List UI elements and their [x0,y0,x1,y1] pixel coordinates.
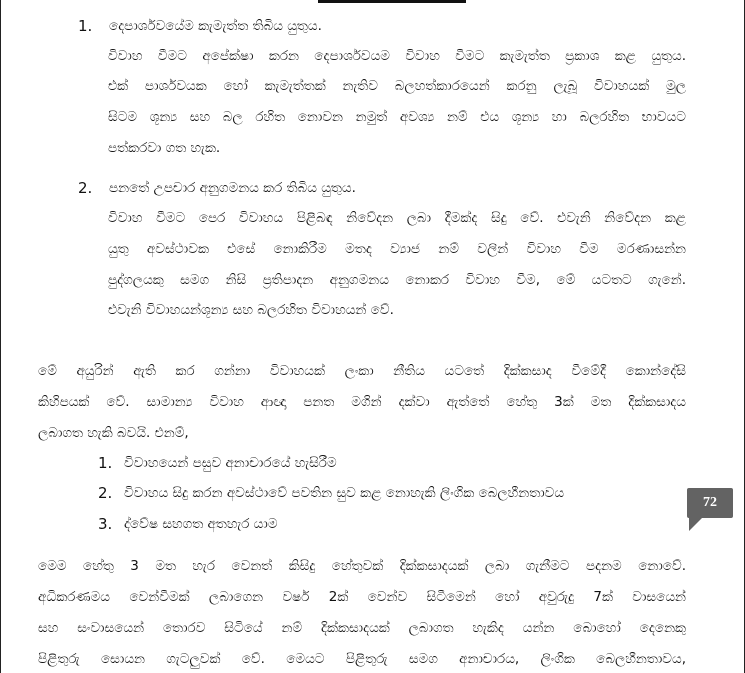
paragraph2-line4: පිළිතුරු සොයන ගැටලුවක් වේ. මෙයට පිළිතුරු සමග අනාචාරය, ලිංගික බෙලහීනතාවය, [38,651,686,667]
list1-item1-line4: පත්කරවා ගත හැක. [108,140,221,156]
list1-item2-line2: යුතු අවස්ථාවක එසේ නොකිරීම මතද ව්‍යාජ නම් වලින් විවාහ වීම මරණාසන්න [108,241,686,257]
page-number-badge [687,488,733,518]
list1-item2-line3: පුද්ගලයකු සමග නිසි ප්‍රතිපාදන අනුගමනය නොකර විවාහ වීම, මේ යටතට ගැනේ. [108,272,686,288]
list1-item1-line3: සිටම ශූන්‍ය සහ බල රහිත නොවන නමුත් අවශ්‍ය නම් එය ශූන්‍ය හා බලරහිත භාවයට [108,109,686,125]
paragraph2-line1: මෙම හේතු 3 මත හැර වෙනත් කිසිදු හේතුවක් දික්කසාදයක් ලබා ගැනීමට පදනම නොවේ. [38,558,686,574]
paragraph2-line2: අධිකරණමය වෙන්වීමක් ලබාගෙන වර්ෂ 2ක් වෙන්ව සිටීමෙන් හෝ අවුරුදු 7ක් වාසයෙන් [38,589,686,605]
list1-item1-line1: විවාහ වීමට අපේක්ෂා කරන දෙපාර්ශවයම විවාහ වීමට කැමැත්ත ප්‍රකාශ කළ යුතුය. [108,48,686,64]
paragraph2-line3: සහ සංවාසයෙන් තොරව සිටියේ නම් දික්කසාදයක් ලබාගත හැකිද යන්න බොහෝ දෙනෙකු [38,620,686,636]
list1-item2-number: 2. [78,179,93,197]
paragraph1-line1: මේ අයුරින් ඇති කර ගන්නා විවාහයක් ලංකා නීතිය යටතේ දික්කසාද වීමේදී කොන්දේසි [38,363,686,379]
list1-item1-number: 1. [78,17,93,35]
list2-item1-text: විවාහයෙන් පසුව අනාචාරයේ හැසිරීම [124,455,337,471]
top-rule [318,0,466,3]
page-number-text: 72 [703,495,717,510]
list1-item2-line4: එවැනි විවාහයන්ශූන්‍ය සහ බලරහිත විවාහයන් වේ. [108,302,394,318]
paragraph1-line3: ලබාගත හැකි බවයි. එනම්, [38,425,189,441]
list2-item1-number: 1. [98,454,113,472]
paragraph1-line2: කිහිපයක් වේ. සාමාන්‍ය විවාහ ආඥා පනත මගින් දක්වා ඇත්තේ හේතු 3ක් මත දික්කසාදය [38,394,686,410]
list1-item1-heading: දෙපාර්ශවයේම කැමැත්ත තිබිය යුතුය. [109,18,322,34]
list2-item2-number: 2. [98,484,113,502]
list1-item1-line2: එක් පාර්ශවයක හෝ කැමැත්තක් නැතිව බලහත්කාරයෙන් කරනු ලැබූ විවාහයක් මුල [108,78,686,94]
list2-item3-number: 3. [98,515,113,533]
page-number-badge-tail [689,517,703,531]
list2-item2-text: විවාහය සිදු කරන අවස්ථාවේ පවතින සුව කළ නොහැකි ලිංගික බෙලහීනතාවය [124,485,565,501]
list1-item2-heading: පනතේ උපචාර අනුගමනය කර තිබිය යුතුය. [109,180,356,196]
list2-item3-text: ද්වේෂ සහගත අතහැර යාම [124,516,278,532]
list1-item2-line1: විවාහ වීමට පෙර විවාහය පිළිබඳ නිවේදන ලබා දීමක්ද සිදු වේ. එවැනි නිවේදන කළ [108,210,686,226]
